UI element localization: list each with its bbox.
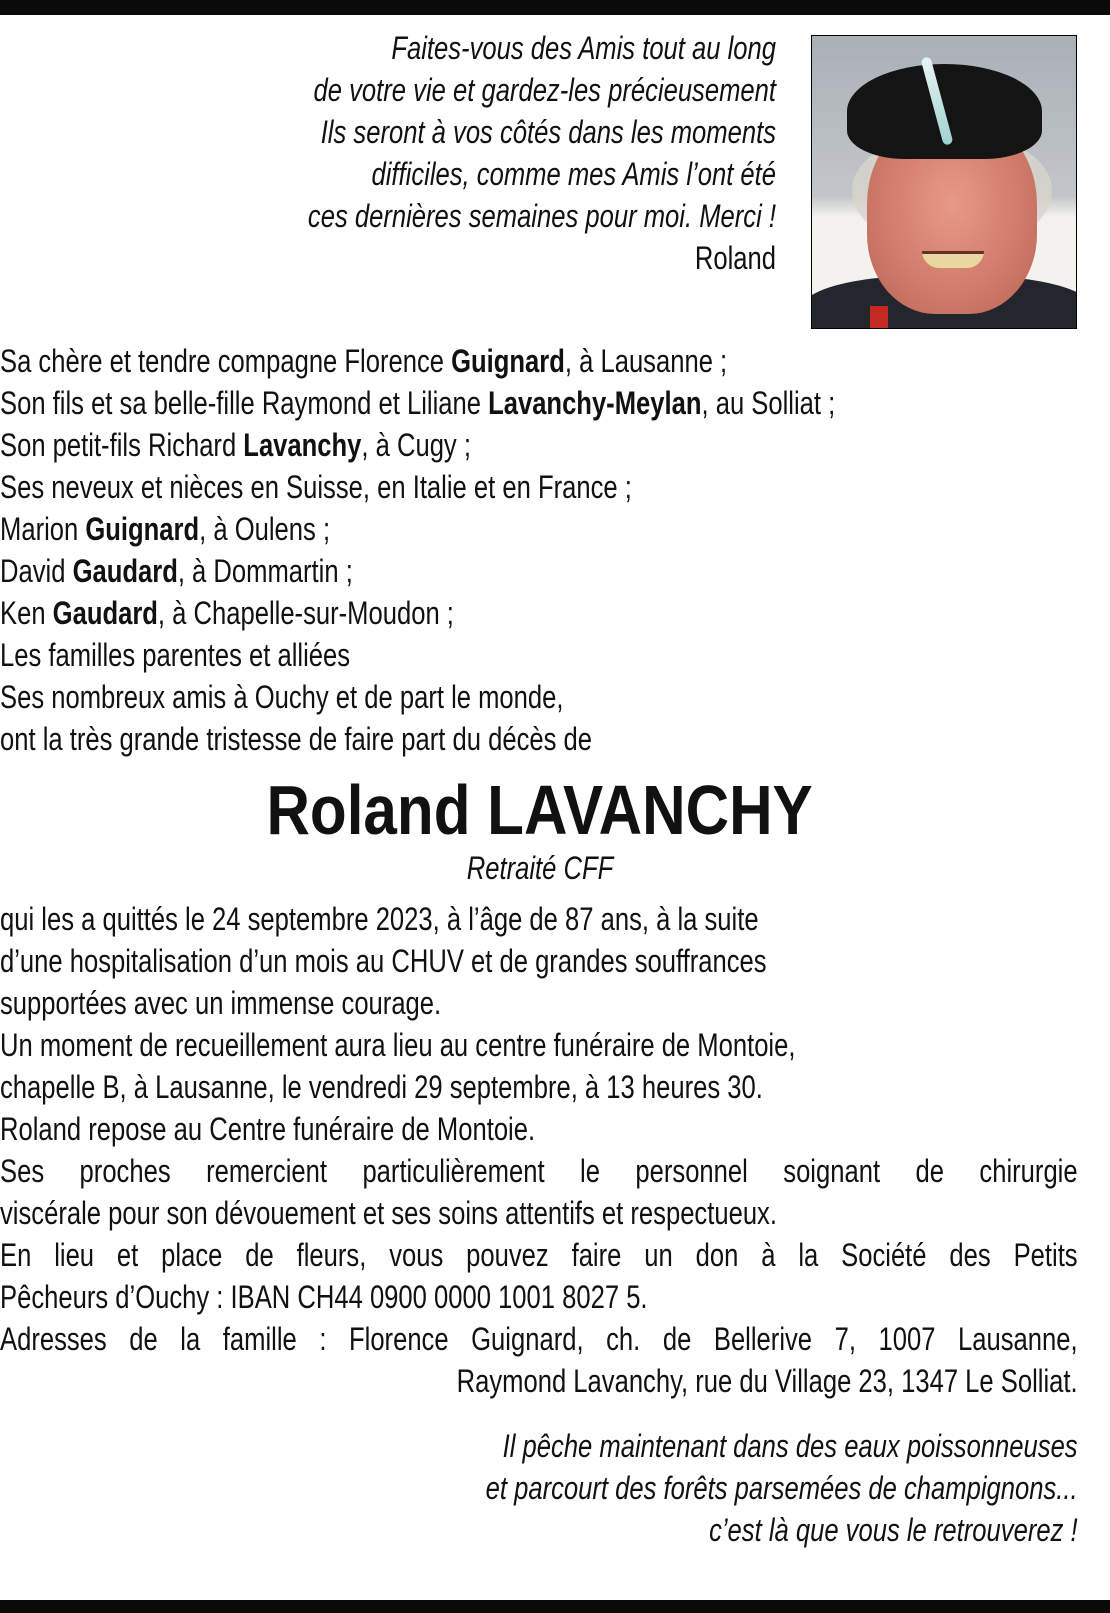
deceased-heading — [0, 772, 1080, 888]
body-line: qui les a quittés le 24 septembre 2023, à l’âge de 87 ans, à la suite — [0, 901, 759, 937]
family-line — [0, 676, 1078, 718]
family-text: , au Solliat ; — [701, 385, 836, 421]
family-line — [0, 718, 1078, 760]
body-line: chapelle B, à Lausanne, le vendredi 29 septembre, à 13 heures 30. — [0, 1069, 763, 1105]
family-line — [0, 550, 1078, 592]
family-text: Ses neveux et nièces en Suisse, en Italie et en France ; — [0, 469, 632, 505]
closing-line: Il pêche maintenant dans des eaux poissonneuses — [502, 1428, 1078, 1464]
body-line: Raymond Lavanchy, rue du Village 23, 1347 Le Solliat. — [456, 1363, 1078, 1399]
family-text: ont la très grande tristesse de faire part du décès de — [0, 721, 592, 757]
body-line: Pêcheurs d’Ouchy : IBAN CH44 0900 0000 1001 8027 5. — [0, 1279, 648, 1315]
body-line: Adresses de la famille : Florence Guignard, ch. de Bellerive 7, 1007 Lausanne, — [0, 1321, 1078, 1357]
quote-line: difficiles, comme mes Amis l’ont été — [371, 156, 776, 192]
family-line — [0, 466, 1078, 508]
announcement-body — [0, 898, 1078, 1402]
deceased-name: Roland LAVANCHY — [266, 771, 814, 849]
family-text: , à Dommartin ; — [177, 553, 353, 589]
family-line — [0, 424, 1078, 466]
closing-verse — [0, 1425, 1078, 1551]
family-surname: Guignard — [85, 511, 200, 547]
family-surname: Gaudard — [72, 553, 178, 589]
body-line: Un moment de recueillement aura lieu au centre funéraire de Montoie, — [0, 1027, 796, 1063]
body-line: Ses proches remercient particulièrement le personnel soignant de chirurgie — [0, 1153, 1078, 1189]
quote-line: de votre vie et gardez-les précieusement — [313, 72, 776, 108]
top-rule — [0, 0, 1110, 15]
quote-line: ces dernières semaines pour moi. Merci ! — [307, 198, 776, 234]
family-text: , à Cugy ; — [361, 427, 471, 463]
bottom-rule — [0, 1600, 1110, 1613]
family-text: , à Lausanne ; — [564, 343, 728, 379]
family-line — [0, 634, 1078, 676]
family-text: Ses nombreux amis à Ouchy et de part le monde, — [0, 679, 564, 715]
body-line: Roland repose au Centre funéraire de Montoie. — [0, 1111, 536, 1147]
body-line: d’une hospitalisation d’un mois au CHUV et de grandes souffrances — [0, 943, 767, 979]
deceased-occupation: Retraité CFF — [466, 850, 614, 886]
epigraph-quote — [0, 27, 776, 279]
body-line: viscérale pour son dévouement et ses soins attentifs et respectueux. — [0, 1195, 777, 1231]
family-text: Les familles parentes et alliées — [0, 637, 351, 673]
family-text: Marion — [0, 511, 86, 547]
quote-signature: Roland — [694, 240, 776, 276]
family-surname: Guignard — [451, 343, 565, 379]
family-line — [0, 508, 1078, 550]
body-line: supportées avec un immense courage. — [0, 985, 442, 1021]
family-text: Son petit-fils Richard — [0, 427, 244, 463]
closing-line: et parcourt des forêts parsemées de champignons... — [485, 1470, 1078, 1506]
family-text: Sa chère et tendre compagne Florence — [0, 343, 452, 379]
family-text: , à Chapelle-sur-Moudon ; — [157, 595, 454, 631]
quote-line: Ils seront à vos côtés dans les moments — [320, 114, 776, 150]
family-list — [0, 340, 1078, 760]
family-text: David — [0, 553, 73, 589]
family-line — [0, 340, 1078, 382]
family-surname: Gaudard — [52, 595, 158, 631]
family-text: Son fils et sa belle-fille Raymond et Liliane — [0, 385, 489, 421]
portrait-photo — [811, 35, 1077, 329]
body-line: En lieu et place de fleurs, vous pouvez faire un don à la Société des Petits — [0, 1237, 1078, 1273]
family-text: , à Oulens ; — [199, 511, 331, 547]
family-line — [0, 382, 1078, 424]
family-line — [0, 592, 1078, 634]
family-text: Ken — [0, 595, 53, 631]
closing-line: c’est là que vous le retrouverez ! — [709, 1512, 1078, 1548]
family-surname: Lavanchy — [243, 427, 362, 463]
family-surname: Lavanchy-Meylan — [488, 385, 702, 421]
quote-line: Faites-vous des Amis tout au long — [391, 30, 776, 66]
